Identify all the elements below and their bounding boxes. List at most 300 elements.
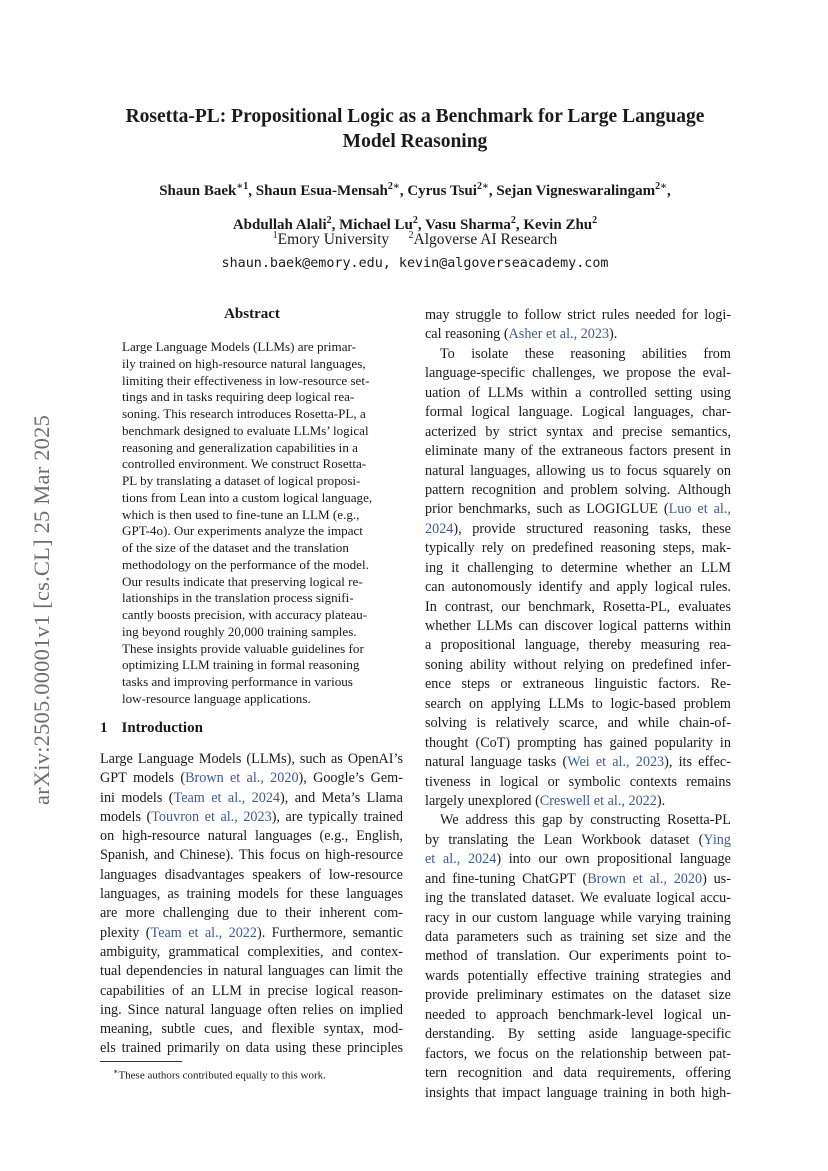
word: racy [425,909,450,926]
word [425,850,435,869]
citation-link[interactable]: Wei [567,754,590,771]
word: data [245,1040,270,1057]
word: search [425,695,462,712]
citation-link[interactable]: al., [204,924,223,941]
citation-link[interactable]: 2024 [425,520,454,537]
text-line [425,578,731,597]
word: rules. [699,579,731,596]
author-name: Kevin Zhu [523,217,593,233]
word: language [543,909,595,926]
citation-link[interactable]: 2023 [635,754,665,771]
citation-link[interactable]: et [593,792,605,809]
word: within [531,384,568,401]
word: on [469,695,484,712]
word: and [543,481,564,498]
citation-link[interactable]: et [545,326,557,343]
citation-link[interactable]: et [188,924,199,941]
word: (Brown [180,770,224,787]
word: Furthermore, [271,924,347,941]
text-line [425,967,731,986]
word: are [100,905,118,922]
word: strategies [648,967,702,984]
word: predefined [632,656,693,673]
author-emails: shaun.baek@emory.edu, kevin@algoverseacademy.com [221,256,609,271]
word: while [600,909,632,926]
word: 2024), [425,520,462,537]
word: logical [654,579,694,596]
word: (Creswell [535,792,591,809]
citation-link[interactable]: Team [150,924,182,941]
right-column-body [425,306,731,1103]
word: many [483,443,516,460]
word: reason- [361,982,403,999]
word: gap [541,812,563,829]
text-line [425,656,731,675]
author-separator: , [331,217,340,233]
word: primarily [166,1040,220,1057]
arxiv-identifier [22,360,62,860]
citation-link[interactable]: 2023 [243,808,272,825]
word: trained [363,808,403,825]
text-line [425,306,731,325]
word: Re- [710,676,731,693]
word: translation. [496,948,561,965]
word: Large [100,751,133,767]
word: contex- [360,943,403,960]
citation-link[interactable]: al., [559,326,578,343]
word: propose [626,365,672,382]
author-name: Sejan Vigneswaralingam [496,183,656,199]
word: varying [637,909,682,926]
word: may [425,307,450,323]
word: flexible [271,1021,315,1038]
word: limit [353,963,381,980]
word: impact [501,1084,541,1101]
citation-link[interactable]: Creswell [539,792,591,809]
text-line [425,423,731,442]
title-line: Rosetta-PL: Propositional Logic as a Benchmark for Large Language [125,106,705,127]
word: to [265,905,277,922]
citation-link[interactable]: et [204,808,215,825]
word: symbolic [568,773,621,790]
word: precise [267,982,308,999]
word: the [556,1045,574,1062]
word: implied [359,1001,403,1018]
word: applying [490,695,541,712]
word: experiments [599,948,669,965]
word: relies [302,1001,334,1018]
word: language [210,1001,262,1018]
word: mod- [373,1021,403,1038]
text-line [425,325,731,344]
abstract-line: tions from Lean into a custom logical language, [122,489,373,505]
word: on [225,1040,240,1057]
word: Google’s [313,770,365,787]
word: logical [663,1006,703,1023]
text-line [425,559,731,578]
word: of [520,443,533,460]
word: ing [425,559,444,576]
text-line [100,904,403,923]
word: and [710,967,731,984]
word: (LLMs), [246,751,295,767]
citation-link[interactable]: al., [220,808,238,825]
word: prompting [517,734,577,751]
word [205,924,222,943]
word: by [425,831,440,848]
text-line [425,811,731,830]
word: has [583,734,603,751]
word: languages, [633,404,694,421]
word: patterns [643,618,689,634]
word: in [207,963,219,980]
word: models [100,808,141,825]
text-line [425,1064,731,1083]
word: we [602,365,620,382]
citation-link[interactable]: al., [607,792,625,809]
word: an [191,982,205,999]
word: thereby [588,637,632,654]
word: in [455,909,467,926]
author-affil-mark: 2∗ [655,181,668,192]
word: on [716,462,731,479]
citation-link[interactable]: et [697,501,708,518]
word: meaning, [100,1021,153,1038]
word: training [595,967,640,984]
word: GPT [100,770,127,787]
citation-link[interactable]: Luo [668,501,692,518]
citation-link[interactable]: al., [227,789,246,806]
citation-link[interactable]: 2024 [251,789,281,806]
word: eliminate [425,443,478,460]
word: insights [425,1084,470,1101]
word: predefined [532,540,594,557]
author-affil-mark: 2 [412,215,418,226]
word [247,769,264,788]
word [697,500,707,519]
word: the [385,963,403,980]
citation-link[interactable]: 2020 [270,770,299,787]
citation-link[interactable]: et [211,789,222,806]
word: mak- [701,540,731,557]
citation-link[interactable]: 2022 [228,924,257,941]
word: using [700,384,731,401]
word: tiveness [425,773,471,790]
word: 2023), [635,754,673,771]
word: 2023), [243,808,280,825]
word: els [100,1040,116,1057]
word: disadvantages [164,866,245,883]
word: fine-tuning [452,870,516,887]
text-line [425,909,731,928]
text-line [425,442,731,461]
word: ing [425,890,444,907]
citation-link[interactable]: al., [612,754,630,771]
word: logical [471,404,510,421]
word: largely [425,792,465,809]
word: structured [526,520,583,537]
word: these [311,1040,342,1057]
word: discover [544,618,593,634]
word: plexity [100,924,140,941]
citation-link[interactable]: Touvron [151,808,200,825]
word: (Wei [562,754,590,771]
text-line [100,924,403,943]
word: 2022). [228,924,266,941]
abstract-line: cantly boosts precision, with accuracy plateau- [122,607,368,622]
word: using [275,1040,307,1057]
word: tual [100,963,122,980]
text-line [425,403,731,422]
word: evaluate [603,890,651,907]
word: problem [570,481,618,498]
affiliation-name: Emory University [277,231,390,249]
word: and [331,943,353,960]
word: as [568,501,581,518]
word: to- [715,948,731,965]
word: within [694,618,731,634]
citation-link[interactable]: Asher [508,326,543,343]
word: derstanding. [425,1026,495,1043]
word: contrast, [444,598,494,615]
word: infer- [699,656,731,673]
word: strict [508,423,538,440]
word: translating [448,831,509,848]
word: pattern [425,481,465,498]
word: tasks, [659,520,692,537]
word: Rosetta-PL, [602,598,671,615]
word: models [133,770,175,787]
abstract-heading: Abstract [224,306,280,322]
citation-link[interactable]: 2024 [467,851,497,868]
text-line [100,1001,403,1020]
word: it [451,559,460,576]
word: popularity [654,734,713,751]
word: on [511,540,526,557]
word: Language [137,751,194,767]
word: English, [356,828,403,845]
abstract-line: methodology on the performance of the model. [122,556,369,572]
word: languages, [470,462,531,479]
word: models [237,886,279,903]
word: and [153,847,175,864]
word: LLM [700,559,731,576]
word: from [703,345,731,362]
word: natural [425,462,465,479]
word: we [474,1045,491,1062]
citation-link[interactable]: 2023 [580,326,610,343]
author-name: Abdullah Alali [232,217,327,233]
word: relationship [580,1045,648,1062]
word: complexities, [247,943,324,960]
word: languages [254,828,312,845]
word: these [309,886,340,903]
citation-link[interactable]: 2020 [673,870,703,887]
citation-link[interactable]: al., [649,870,667,887]
word: to [507,307,519,323]
word: in [653,1084,665,1101]
word: struggle [455,307,502,323]
word: Our [568,948,591,965]
text-line [425,1006,731,1025]
word: Chinese). [179,847,234,864]
citation-link[interactable]: Brown [587,870,626,887]
section-title: Introduction [121,720,203,736]
word: reasoning [593,520,649,537]
footnote-rule [100,1061,182,1062]
abstract-line: These insights provide valuable guidelines for [122,640,364,656]
word [546,326,556,342]
word: point [677,948,707,965]
word: rules [601,307,630,323]
author-name: Michael Lu [339,217,413,233]
abstract-line: PL by translating a dataset of logical proposi- [122,473,361,488]
word: such [299,751,326,767]
text-line [425,831,731,850]
word [612,753,629,772]
word: such [526,929,553,945]
word: effec- [698,754,731,771]
word: to [541,559,553,576]
word: on [339,1001,354,1018]
word: typically [425,540,475,557]
word: languages [267,963,325,980]
citation-link[interactable]: al., [246,770,264,787]
word: linguistic [594,676,648,693]
text-line [425,928,731,947]
word: us- [713,870,731,887]
word: or [547,773,560,790]
word: ini [100,789,115,806]
text-line [425,636,731,655]
citation-link[interactable]: et [595,754,607,771]
word: 2024) [467,851,502,868]
word: cal [425,326,442,343]
word: high-resource [325,847,403,864]
word: size [655,929,678,945]
word: identify [538,579,583,596]
word: natural [165,1001,205,1018]
word: set [631,929,648,945]
word: languages [346,886,403,903]
word: more [125,905,155,922]
word: steps [461,676,490,693]
word: abilities [641,345,687,362]
word: LLM [211,982,242,999]
word: the [635,987,653,1004]
word: ambiguity, [100,943,161,960]
word: language-specific [630,1026,731,1043]
author-separator: , [399,183,408,199]
word: tern [425,1065,448,1082]
citation-link[interactable]: al., [713,501,731,518]
word: and [592,423,613,440]
text-line [425,520,731,539]
text-line [100,769,403,788]
word [228,789,245,808]
text-line [100,866,403,885]
word: capabilities [100,982,165,999]
word: strict [567,307,596,323]
word: Since [127,1001,160,1018]
word: problem [683,695,731,712]
word: language [679,851,731,868]
word: Workbook [581,831,641,848]
author-separator: , [515,217,524,233]
text-line [100,789,403,808]
text-line [425,734,731,753]
word: as [560,929,573,945]
citation-link[interactable]: et [230,770,241,787]
word: parameters [456,929,519,945]
word: 2020) [673,870,707,887]
word [230,769,240,788]
word: while [637,715,670,732]
affiliation-mark: 1 [272,230,278,241]
text-line [425,753,731,772]
citation-link[interactable]: Team [173,789,205,806]
word: By [507,1026,525,1043]
word: on [612,987,627,1004]
abstract-line: tings and in tasks requiring deep logical rea- [122,389,355,405]
text-line [100,982,403,1001]
citation-link[interactable]: al., [442,851,461,868]
citation-link[interactable]: Brown [185,770,224,787]
word: in [719,443,731,460]
word: dataset. [531,890,575,907]
word: its [678,754,692,771]
text-line [100,808,403,827]
citation-link[interactable]: 2022 [628,792,657,809]
citation-link[interactable]: et [632,870,643,887]
citation-link[interactable]: et [425,851,436,868]
word: (Team [145,924,182,941]
word: controlled [589,384,647,401]
footnote-text: These authors contributed equally to this work. [118,1069,326,1082]
word: size [708,987,731,1004]
word: training [686,909,731,926]
word: potentially [467,967,529,984]
word: LLMs [548,695,584,712]
word: extraneous [522,676,585,693]
text-line [425,384,731,403]
word: both [670,1084,696,1101]
text-line [425,481,731,500]
text-line [425,850,731,869]
word: to [475,1006,487,1023]
abstract-line: lationships in the translation process signifi- [122,590,354,606]
word: language. [518,404,574,421]
word: and [589,579,610,596]
word: own [565,851,590,868]
text-line [425,598,731,617]
abstract-text [122,339,381,708]
word: chain-of- [678,715,731,732]
word: follow [524,307,562,323]
word: effective [537,967,587,984]
word: speakers [252,866,302,883]
word: an [679,559,693,576]
word: char- [702,404,731,421]
word: language-specific [425,365,526,382]
text-line [425,773,731,792]
word: logical [499,773,539,790]
word: constructing [590,812,661,829]
citation-link[interactable]: Ying [703,831,731,848]
word: autonomously [451,579,532,596]
text-line [425,345,731,364]
word: benchmarks, [458,501,531,518]
